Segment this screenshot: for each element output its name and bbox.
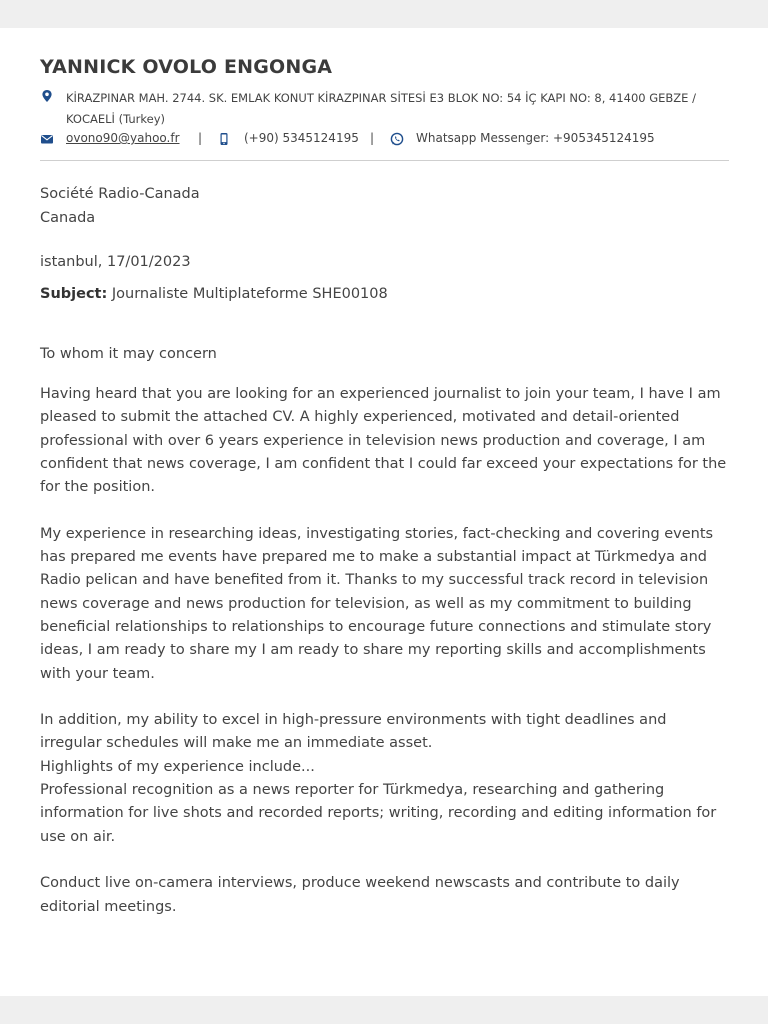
subject-line bbox=[40, 282, 388, 306]
paragraph-additional bbox=[40, 709, 729, 849]
paragraph-duties: Conduct live on-camera interviews, produce weekend newscasts and contribute to daily editorial meetings. bbox=[40, 875, 680, 915]
postal-address: KİRAZPINAR MAH. 2744. SK. EMLAK KONUT KİRAZPINAR SİTESİ E3 BLOK NO: 54 İÇ KAPI NO: 8, 41400 GEBZE / KOCAELİ (Turkey) bbox=[66, 91, 696, 126]
contact-separator: | bbox=[198, 131, 203, 145]
header-divider bbox=[40, 160, 729, 161]
contact-separator: | bbox=[370, 131, 375, 145]
letter-date: istanbul, 17/01/2023 bbox=[40, 254, 191, 270]
subject-text: Journaliste Multiplateforme SHE00108 bbox=[111, 286, 388, 302]
applicant-name: YANNICK OVOLO ENGONGA bbox=[40, 56, 333, 78]
phone-number: (+90) 5345124195 bbox=[244, 131, 359, 145]
whatsapp-icon bbox=[390, 132, 404, 146]
email-link[interactable]: ovono90@yahoo.fr bbox=[66, 131, 180, 145]
map-marker-icon bbox=[40, 89, 54, 103]
subject-label: Subject: bbox=[40, 286, 108, 302]
recipient-organization: Société Radio-Canada bbox=[40, 186, 200, 202]
paragraph-intro: Having heard that you are looking for an experienced journalist to join your team, I have I am pleased to submit the attached CV. A highly experienced, motivated and detail-oriented professional with over 6 years experience in television news production and coverage, I am confident that news coverage, I am confident that I could far exceed your expectations for the for the position. bbox=[40, 386, 727, 496]
paragraph-experience: My experience in researching ideas, investigating stories, fact-checking and covering events has prepared me events have prepared me to make a substantial impact at Türkmedya and Radio pelican and have benefited from it. Thanks to my successful track record in television news coverage and news production for television, as well as my commitment to building beneficial relationships to relationships to encourage future connections and stimulate story ideas, I am ready to share my I am ready to share my reporting skills and accomplishments with your team. bbox=[40, 525, 714, 682]
recipient-country: Canada bbox=[40, 210, 96, 226]
whatsapp-number: Whatsapp Messenger: +905345124195 bbox=[416, 131, 655, 145]
envelope-icon bbox=[40, 132, 54, 146]
recipient-block bbox=[40, 182, 200, 230]
greeting: To whom it may concern bbox=[40, 346, 217, 362]
paragraph-line: Highlights of my experience include... bbox=[40, 758, 315, 775]
letter-body bbox=[40, 383, 729, 942]
mobile-phone-icon bbox=[217, 132, 231, 146]
paragraph-line: In addition, my ability to excel in high-pressure environments with tight deadlines and irregular schedules will make me an immediate asset. bbox=[40, 712, 667, 752]
paragraph-line: Professional recognition as a news reporter for Türkmedya, researching and gathering information for live shots and recorded reports; writing, recording and editing information for use on air. bbox=[40, 782, 717, 845]
